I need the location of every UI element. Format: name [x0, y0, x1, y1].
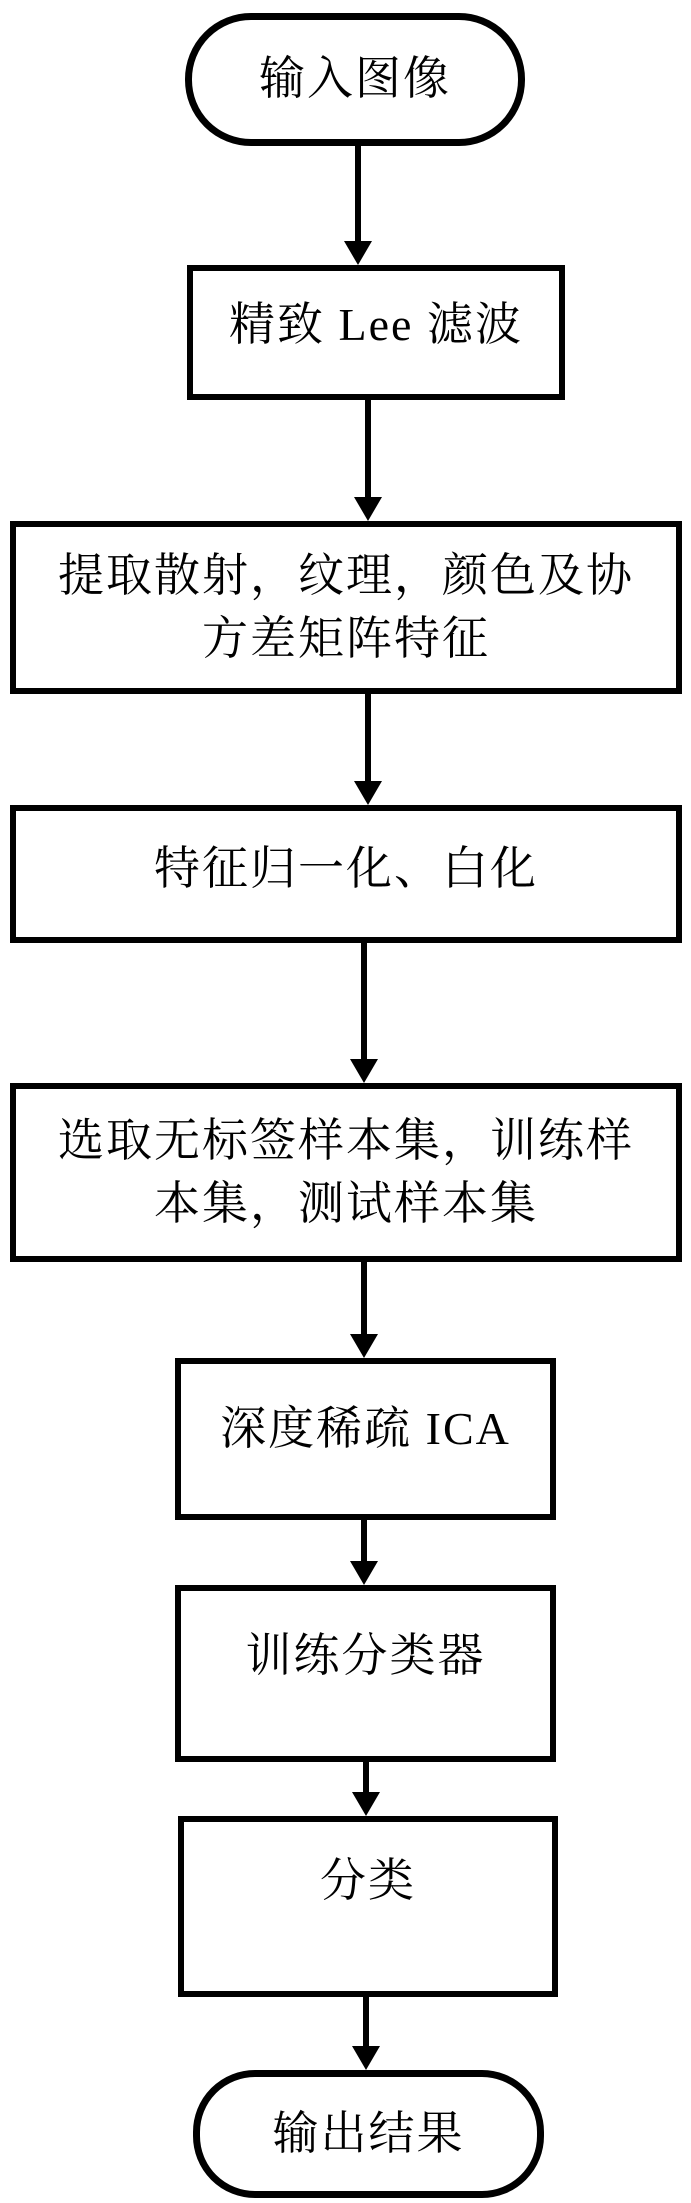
- flow-node-label: 分类: [320, 1855, 416, 1906]
- arrow-down-icon: [354, 694, 382, 805]
- arrow-head: [354, 781, 382, 805]
- arrow-head: [350, 1059, 378, 1083]
- flow-node-label: 训练分类器: [245, 1630, 486, 1681]
- flow-node-refined-lee-filter: [187, 265, 565, 400]
- arrow-shaft: [361, 943, 367, 1059]
- arrow-shaft: [363, 1762, 369, 1792]
- arrow-shaft: [363, 1997, 369, 2046]
- flow-node-label-line1: 选取无标签样本集，训练样: [58, 1115, 634, 1167]
- flow-node-label-line2: 方差矩阵特征: [202, 612, 490, 664]
- arrow-shaft: [361, 1262, 367, 1334]
- flow-node-sample-set-selection: [10, 1083, 682, 1262]
- arrow-head: [352, 2046, 380, 2070]
- flow-node-label: 输入图像: [259, 53, 451, 105]
- arrow-down-icon: [350, 1262, 378, 1358]
- arrow-head: [354, 497, 382, 521]
- flow-node-label: 输出结果: [272, 2107, 465, 2159]
- flow-node-train-classifier: [175, 1585, 556, 1762]
- flow-node-label-line2: 本集，测试样本集: [154, 1177, 538, 1229]
- flow-node-output-result: [193, 2070, 544, 2198]
- arrow-shaft: [365, 400, 371, 497]
- arrow-down-icon: [350, 1520, 378, 1585]
- flow-node-normalize-whiten: [10, 805, 682, 943]
- arrow-head: [350, 1334, 378, 1358]
- arrow-shaft: [355, 146, 361, 241]
- flow-node-label: 精致 Lee 滤波: [229, 299, 523, 351]
- arrow-down-icon: [352, 1762, 380, 1816]
- flow-node-label: 特征归一化、白化: [154, 842, 538, 894]
- arrow-shaft: [365, 694, 371, 781]
- arrow-down-icon: [350, 943, 378, 1083]
- arrow-head: [352, 1792, 380, 1816]
- arrow-shaft: [361, 1520, 367, 1561]
- flow-node-deep-sparse-ica: [175, 1358, 556, 1520]
- flow-node-classify: [178, 1816, 558, 1997]
- arrow-down-icon: [344, 146, 372, 265]
- flow-node-label: 深度稀疏 ICA: [220, 1403, 511, 1454]
- flow-node-label-line1: 提取散射，纹理，颜色及协: [58, 550, 634, 602]
- arrow-head: [350, 1561, 378, 1585]
- arrow-down-icon: [352, 1997, 380, 2070]
- arrow-head: [344, 241, 372, 265]
- arrow-down-icon: [354, 400, 382, 521]
- flow-node-feature-extraction: [10, 521, 682, 694]
- flow-node-input-image: [185, 13, 525, 146]
